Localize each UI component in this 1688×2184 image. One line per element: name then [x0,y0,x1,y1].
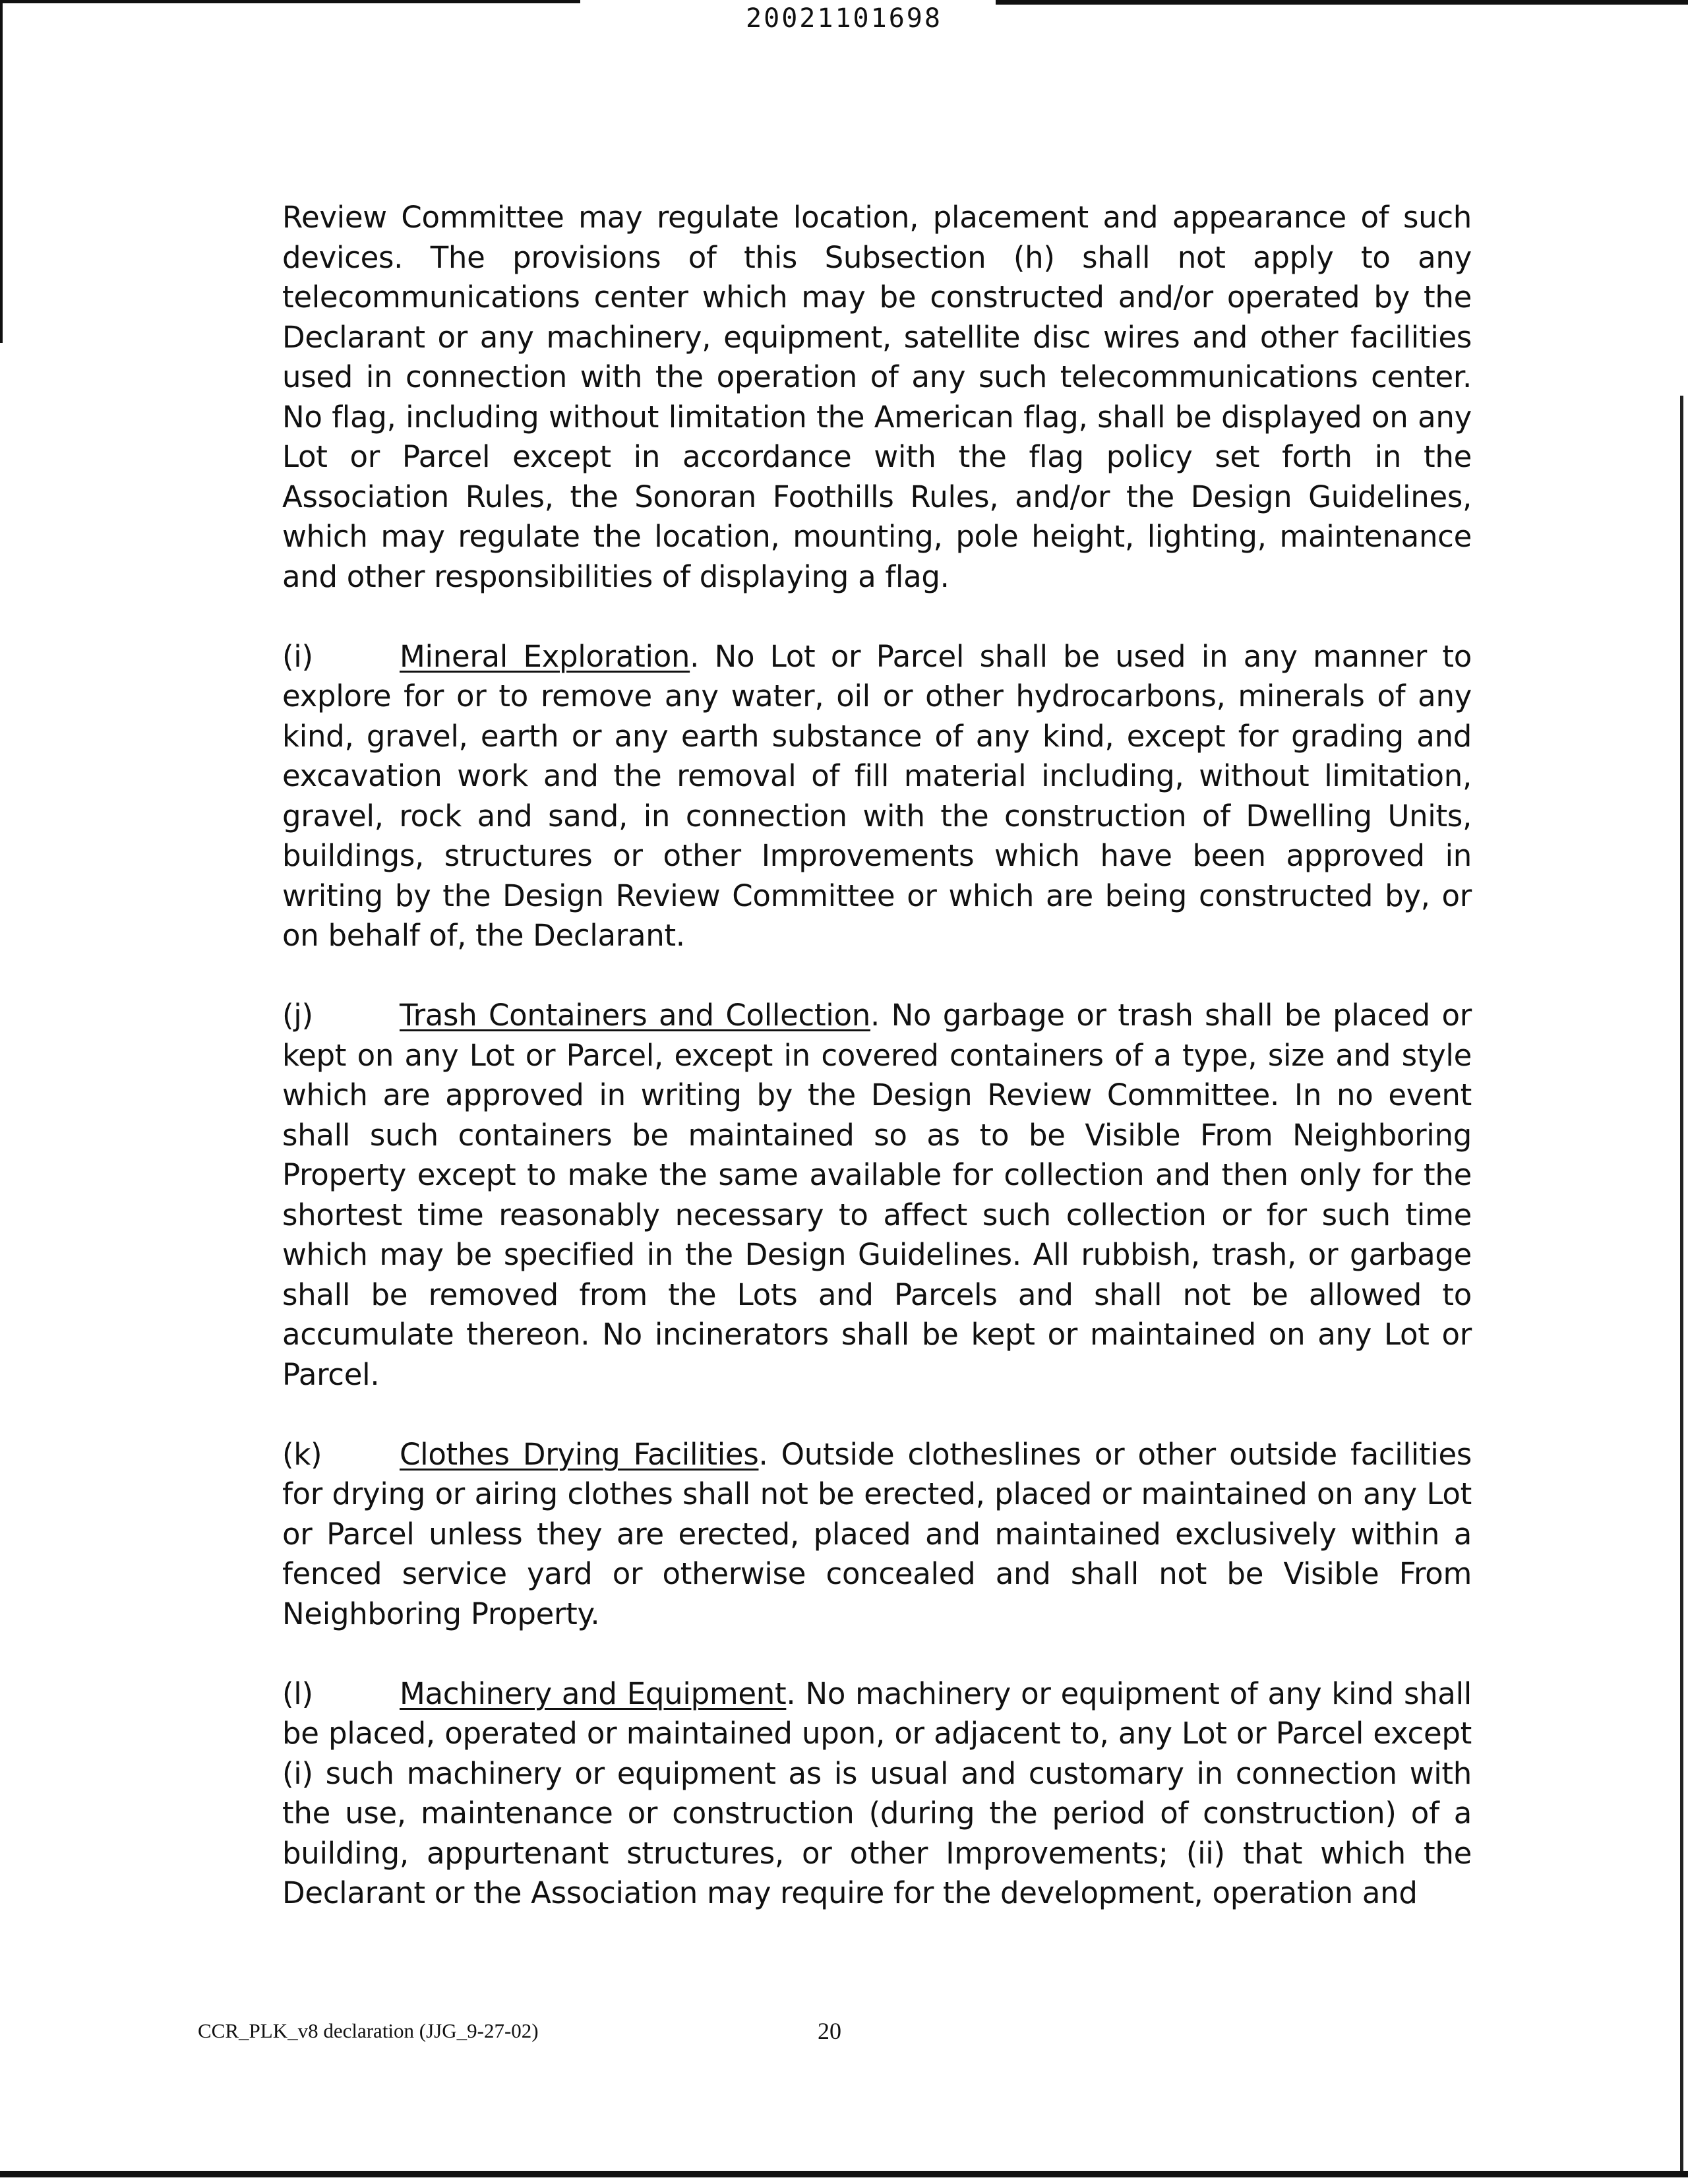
scan-left-edge [0,0,3,343]
document-number: 20021101698 [746,3,942,34]
section-text: . Outside clotheslines or other outside facilities for drying or airing clothes shall not be erected, placed or maintained on any Lot or Parcel unless they are erected, placed and maintained exclusively within a fenced service yard or otherwise concealed and shall not be Visible From Neighboring Property. [282,1436,1472,1631]
continuation-paragraph: Review Committee may regulate location, placement and appearance of such devices. The provisions of this Subsection (h) shall not apply to any telecommunications center which may be constructed and/or operated by the Declarant or any machinery, equipment, satellite disc wires and other facilities used in connection with the operation of any such telecommunications center. No flag, including without limitation the American flag, shall be displayed on any Lot or Parcel except in accordance with the flag policy set forth in the Association Rules, the Sonoran Foothills Rules, and/or the Design Guidelines, which may regulate the location, mounting, pole height, lighting, maintenance and other responsibilities of displaying a flag. [282,200,1472,594]
section-text: . No garbage or trash shall be placed or kept on any Lot or Parcel, except in covered containers of a type, size and style which are approved in writing by the Design Review Committee. In no event shall such containers be maintained so as to be Visible From Neighboring Property except to make the same available for collection and then only for the shortest time reasonably necessary to affect such collection or for such time which may be specified in the Design Guidelines. All rubbish, trash, or garbage shall be removed from the Lots and Parcels and shall not be allowed to accumulate thereon. No incinerators shall be kept or maintained on any Lot or Parcel. [282,998,1472,1392]
section-title: Clothes Drying Facilities [400,1436,759,1472]
section-mineral-exploration [282,637,1472,956]
section-title: Trash Containers and Collection [400,998,870,1033]
section-text: . No Lot or Parcel shall be used in any manner to explore for or to remove any water, oil or other hydrocarbons, minerals of any kind, gravel, earth or any earth substance of any kind, except for grading and excavation work and the removal of fill material including, without limitation, gravel, rock and sand, in connection with the construction of Dwelling Units, buildings, structures or other Improvements which have been approved in writing by the Design Review Committee or which are being constructed by, or on behalf of, the Declarant. [282,638,1472,953]
section-letter: (j) [282,998,313,1033]
section-title: Machinery and Equipment [400,1676,787,1711]
scan-right-edge [1680,396,1683,2176]
section-text: . No machinery or equipment of any kind shall be placed, operated or maintained upon, or adjacent to, any Lot or Parcel except (i) such machinery or equipment as is usual and customary in connection with the use, maintenance or construction (during the period of construction) of a building, appurtenant structures, or other Improvements; (ii) that which the Declarant or the Association may require for the development, operation and [282,1676,1472,1910]
section-machinery-equipment [282,1674,1472,1914]
section-title: Mineral Exploration [400,638,690,674]
scan-bottom-edge [0,2171,1688,2177]
section-letter: (k) [282,1436,322,1472]
document-body [282,198,1472,1953]
section-letter: (i) [282,638,313,674]
footer-file-label: CCR_PLK_v8 declaration (JJG_9-27-02) [198,2019,539,2042]
section-letter: (l) [282,1676,313,1711]
section-clothes-drying [282,1435,1472,1635]
page-number: 20 [818,2018,841,2044]
section-trash-containers [282,996,1472,1395]
